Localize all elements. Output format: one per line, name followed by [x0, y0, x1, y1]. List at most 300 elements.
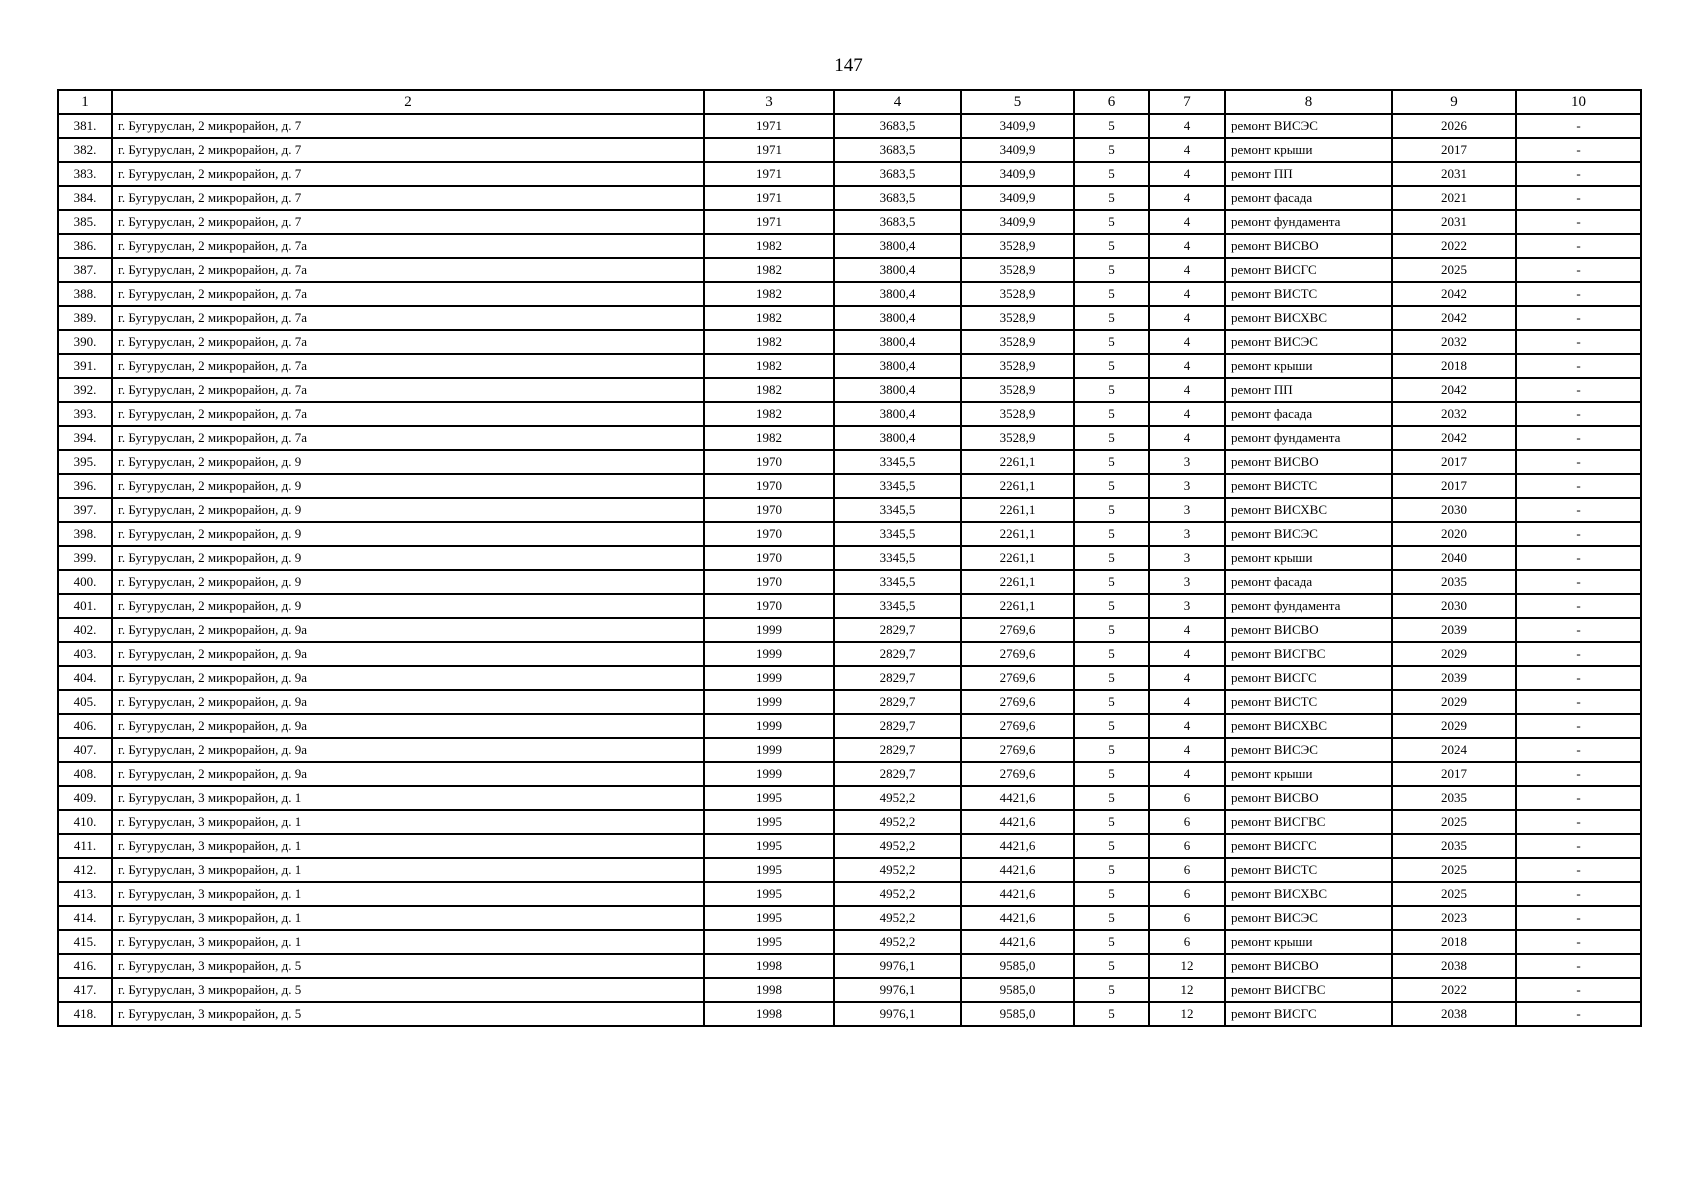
total-area-cell: 9976,1 [834, 978, 961, 1002]
year-cell: 1995 [704, 810, 834, 834]
column-header: 9 [1392, 90, 1516, 114]
living-area-cell: 3528,9 [961, 234, 1074, 258]
address-cell: г. Бугуруслан, 2 микрорайон, д. 7а [112, 282, 704, 306]
work-type-cell: ремонт фасада [1225, 402, 1392, 426]
address-cell: г. Бугуруслан, 3 микрорайон, д. 5 [112, 1002, 704, 1026]
work-type-cell: ремонт ПП [1225, 378, 1392, 402]
work-type-cell: ремонт ВИСТС [1225, 858, 1392, 882]
floors-cell: 5 [1074, 978, 1149, 1002]
column-header: 2 [112, 90, 704, 114]
total-area-cell: 4952,2 [834, 810, 961, 834]
floors-cell: 5 [1074, 114, 1149, 138]
row-number-cell: 400. [58, 570, 112, 594]
table-row [58, 234, 1641, 258]
planned-year-cell: 2039 [1392, 666, 1516, 690]
work-type-cell: ремонт фундамента [1225, 210, 1392, 234]
entrances-cell: 4 [1149, 762, 1225, 786]
living-area-cell: 9585,0 [961, 978, 1074, 1002]
address-cell: г. Бугуруслан, 2 микрорайон, д. 9а [112, 666, 704, 690]
living-area-cell: 4421,6 [961, 834, 1074, 858]
total-area-cell: 3800,4 [834, 306, 961, 330]
table-row [58, 690, 1641, 714]
floors-cell: 5 [1074, 594, 1149, 618]
work-type-cell: ремонт ВИСВО [1225, 618, 1392, 642]
row-number-cell: 417. [58, 978, 112, 1002]
row-number-cell: 383. [58, 162, 112, 186]
entrances-cell: 6 [1149, 810, 1225, 834]
total-area-cell: 2829,7 [834, 738, 961, 762]
note-cell: - [1516, 954, 1641, 978]
floors-cell: 5 [1074, 1002, 1149, 1026]
address-cell: г. Бугуруслан, 2 микрорайон, д. 7а [112, 306, 704, 330]
planned-year-cell: 2024 [1392, 738, 1516, 762]
note-cell: - [1516, 330, 1641, 354]
note-cell: - [1516, 474, 1641, 498]
planned-year-cell: 2032 [1392, 330, 1516, 354]
living-area-cell: 4421,6 [961, 858, 1074, 882]
living-area-cell: 4421,6 [961, 810, 1074, 834]
note-cell: - [1516, 546, 1641, 570]
row-number-cell: 410. [58, 810, 112, 834]
floors-cell: 5 [1074, 810, 1149, 834]
note-cell: - [1516, 738, 1641, 762]
note-cell: - [1516, 498, 1641, 522]
entrances-cell: 4 [1149, 330, 1225, 354]
planned-year-cell: 2042 [1392, 306, 1516, 330]
living-area-cell: 3528,9 [961, 282, 1074, 306]
table-row [58, 330, 1641, 354]
planned-year-cell: 2038 [1392, 1002, 1516, 1026]
living-area-cell: 3528,9 [961, 354, 1074, 378]
floors-cell: 5 [1074, 162, 1149, 186]
total-area-cell: 4952,2 [834, 786, 961, 810]
living-area-cell: 3528,9 [961, 330, 1074, 354]
address-cell: г. Бугуруслан, 3 микрорайон, д. 5 [112, 954, 704, 978]
work-type-cell: ремонт фундамента [1225, 426, 1392, 450]
year-cell: 1999 [704, 738, 834, 762]
floors-cell: 5 [1074, 738, 1149, 762]
floors-cell: 5 [1074, 546, 1149, 570]
note-cell: - [1516, 402, 1641, 426]
entrances-cell: 4 [1149, 282, 1225, 306]
total-area-cell: 4952,2 [834, 930, 961, 954]
entrances-cell: 6 [1149, 786, 1225, 810]
row-number-cell: 411. [58, 834, 112, 858]
living-area-cell: 3409,9 [961, 138, 1074, 162]
planned-year-cell: 2022 [1392, 978, 1516, 1002]
floors-cell: 5 [1074, 786, 1149, 810]
planned-year-cell: 2017 [1392, 138, 1516, 162]
planned-year-cell: 2042 [1392, 282, 1516, 306]
total-area-cell: 2829,7 [834, 690, 961, 714]
planned-year-cell: 2026 [1392, 114, 1516, 138]
table-row [58, 210, 1641, 234]
planned-year-cell: 2042 [1392, 426, 1516, 450]
row-number-cell: 393. [58, 402, 112, 426]
address-cell: г. Бугуруслан, 2 микрорайон, д. 7 [112, 210, 704, 234]
address-cell: г. Бугуруслан, 2 микрорайон, д. 7а [112, 426, 704, 450]
year-cell: 1998 [704, 978, 834, 1002]
year-cell: 1995 [704, 882, 834, 906]
address-cell: г. Бугуруслан, 2 микрорайон, д. 9а [112, 618, 704, 642]
note-cell: - [1516, 786, 1641, 810]
work-type-cell: ремонт крыши [1225, 762, 1392, 786]
planned-year-cell: 2031 [1392, 162, 1516, 186]
living-area-cell: 3409,9 [961, 210, 1074, 234]
total-area-cell: 3345,5 [834, 522, 961, 546]
work-type-cell: ремонт ВИСГС [1225, 1002, 1392, 1026]
work-type-cell: ремонт ВИСГВС [1225, 810, 1392, 834]
row-number-cell: 382. [58, 138, 112, 162]
year-cell: 1971 [704, 162, 834, 186]
work-type-cell: ремонт ВИСТС [1225, 474, 1392, 498]
address-cell: г. Бугуруслан, 2 микрорайон, д. 7 [112, 186, 704, 210]
living-area-cell: 4421,6 [961, 882, 1074, 906]
entrances-cell: 3 [1149, 474, 1225, 498]
living-area-cell: 2769,6 [961, 618, 1074, 642]
address-cell: г. Бугуруслан, 2 микрорайон, д. 9а [112, 690, 704, 714]
note-cell: - [1516, 522, 1641, 546]
row-number-cell: 397. [58, 498, 112, 522]
year-cell: 1995 [704, 906, 834, 930]
note-cell: - [1516, 186, 1641, 210]
floors-cell: 5 [1074, 378, 1149, 402]
total-area-cell: 4952,2 [834, 834, 961, 858]
year-cell: 1999 [704, 714, 834, 738]
total-area-cell: 3345,5 [834, 546, 961, 570]
note-cell: - [1516, 450, 1641, 474]
total-area-cell: 4952,2 [834, 882, 961, 906]
floors-cell: 5 [1074, 402, 1149, 426]
total-area-cell: 3683,5 [834, 162, 961, 186]
table-row [58, 930, 1641, 954]
table-row [58, 402, 1641, 426]
table-row [58, 354, 1641, 378]
entrances-cell: 4 [1149, 666, 1225, 690]
floors-cell: 5 [1074, 642, 1149, 666]
note-cell: - [1516, 762, 1641, 786]
work-type-cell: ремонт ВИСХВС [1225, 306, 1392, 330]
table-row [58, 810, 1641, 834]
planned-year-cell: 2032 [1392, 402, 1516, 426]
work-type-cell: ремонт ВИСЭС [1225, 522, 1392, 546]
floors-cell: 5 [1074, 714, 1149, 738]
repair-schedule-table [57, 89, 1642, 1027]
address-cell: г. Бугуруслан, 2 микрорайон, д. 9 [112, 522, 704, 546]
total-area-cell: 3345,5 [834, 450, 961, 474]
work-type-cell: ремонт ВИСВО [1225, 954, 1392, 978]
living-area-cell: 3528,9 [961, 258, 1074, 282]
planned-year-cell: 2035 [1392, 786, 1516, 810]
planned-year-cell: 2029 [1392, 690, 1516, 714]
row-number-cell: 396. [58, 474, 112, 498]
floors-cell: 5 [1074, 570, 1149, 594]
row-number-cell: 390. [58, 330, 112, 354]
year-cell: 1995 [704, 930, 834, 954]
total-area-cell: 3683,5 [834, 138, 961, 162]
entrances-cell: 4 [1149, 714, 1225, 738]
floors-cell: 5 [1074, 330, 1149, 354]
address-cell: г. Бугуруслан, 2 микрорайон, д. 9 [112, 498, 704, 522]
year-cell: 1971 [704, 114, 834, 138]
entrances-cell: 3 [1149, 546, 1225, 570]
living-area-cell: 4421,6 [961, 786, 1074, 810]
table-row [58, 450, 1641, 474]
year-cell: 1970 [704, 450, 834, 474]
entrances-cell: 3 [1149, 498, 1225, 522]
work-type-cell: ремонт крыши [1225, 546, 1392, 570]
living-area-cell: 3409,9 [961, 186, 1074, 210]
floors-cell: 5 [1074, 618, 1149, 642]
table-row [58, 786, 1641, 810]
total-area-cell: 2829,7 [834, 762, 961, 786]
year-cell: 1995 [704, 786, 834, 810]
row-number-cell: 392. [58, 378, 112, 402]
living-area-cell: 2261,1 [961, 498, 1074, 522]
total-area-cell: 3683,5 [834, 210, 961, 234]
note-cell: - [1516, 426, 1641, 450]
living-area-cell: 2769,6 [961, 738, 1074, 762]
planned-year-cell: 2017 [1392, 474, 1516, 498]
address-cell: г. Бугуруслан, 3 микрорайон, д. 1 [112, 906, 704, 930]
table-row [58, 858, 1641, 882]
living-area-cell: 2261,1 [961, 594, 1074, 618]
address-cell: г. Бугуруслан, 2 микрорайон, д. 9а [112, 738, 704, 762]
row-number-cell: 414. [58, 906, 112, 930]
entrances-cell: 3 [1149, 570, 1225, 594]
note-cell: - [1516, 642, 1641, 666]
note-cell: - [1516, 162, 1641, 186]
total-area-cell: 9976,1 [834, 954, 961, 978]
entrances-cell: 3 [1149, 450, 1225, 474]
address-cell: г. Бугуруслан, 2 микрорайон, д. 9 [112, 570, 704, 594]
floors-cell: 5 [1074, 210, 1149, 234]
work-type-cell: ремонт ВИСГС [1225, 258, 1392, 282]
entrances-cell: 4 [1149, 114, 1225, 138]
table-row [58, 498, 1641, 522]
table-row [58, 162, 1641, 186]
note-cell: - [1516, 810, 1641, 834]
planned-year-cell: 2030 [1392, 594, 1516, 618]
entrances-cell: 6 [1149, 906, 1225, 930]
entrances-cell: 4 [1149, 162, 1225, 186]
row-number-cell: 409. [58, 786, 112, 810]
total-area-cell: 3800,4 [834, 282, 961, 306]
year-cell: 1982 [704, 378, 834, 402]
floors-cell: 5 [1074, 186, 1149, 210]
row-number-cell: 413. [58, 882, 112, 906]
address-cell: г. Бугуруслан, 2 микрорайон, д. 7а [112, 354, 704, 378]
column-header: 8 [1225, 90, 1392, 114]
year-cell: 1970 [704, 522, 834, 546]
floors-cell: 5 [1074, 234, 1149, 258]
living-area-cell: 4421,6 [961, 906, 1074, 930]
table-row [58, 738, 1641, 762]
table-row [58, 882, 1641, 906]
address-cell: г. Бугуруслан, 2 микрорайон, д. 7а [112, 402, 704, 426]
floors-cell: 5 [1074, 138, 1149, 162]
year-cell: 1999 [704, 666, 834, 690]
column-header: 4 [834, 90, 961, 114]
entrances-cell: 4 [1149, 138, 1225, 162]
row-number-cell: 398. [58, 522, 112, 546]
note-cell: - [1516, 930, 1641, 954]
living-area-cell: 3409,9 [961, 114, 1074, 138]
floors-cell: 5 [1074, 354, 1149, 378]
work-type-cell: ремонт крыши [1225, 138, 1392, 162]
entrances-cell: 4 [1149, 258, 1225, 282]
column-header: 1 [58, 90, 112, 114]
floors-cell: 5 [1074, 834, 1149, 858]
total-area-cell: 3800,4 [834, 234, 961, 258]
total-area-cell: 3345,5 [834, 498, 961, 522]
column-header: 3 [704, 90, 834, 114]
work-type-cell: ремонт ВИСГС [1225, 834, 1392, 858]
table-row [58, 426, 1641, 450]
entrances-cell: 4 [1149, 618, 1225, 642]
total-area-cell: 3345,5 [834, 570, 961, 594]
floors-cell: 5 [1074, 522, 1149, 546]
work-type-cell: ремонт фасада [1225, 186, 1392, 210]
floors-cell: 5 [1074, 762, 1149, 786]
living-area-cell: 3528,9 [961, 378, 1074, 402]
living-area-cell: 3528,9 [961, 306, 1074, 330]
table-row [58, 906, 1641, 930]
note-cell: - [1516, 306, 1641, 330]
note-cell: - [1516, 618, 1641, 642]
table-row [58, 762, 1641, 786]
living-area-cell: 2261,1 [961, 570, 1074, 594]
row-number-cell: 405. [58, 690, 112, 714]
column-header: 5 [961, 90, 1074, 114]
total-area-cell: 3800,4 [834, 378, 961, 402]
planned-year-cell: 2042 [1392, 378, 1516, 402]
planned-year-cell: 2018 [1392, 354, 1516, 378]
table-row [58, 618, 1641, 642]
column-header: 10 [1516, 90, 1641, 114]
entrances-cell: 4 [1149, 354, 1225, 378]
floors-cell: 5 [1074, 474, 1149, 498]
address-cell: г. Бугуруслан, 3 микрорайон, д. 5 [112, 978, 704, 1002]
floors-cell: 5 [1074, 258, 1149, 282]
address-cell: г. Бугуруслан, 2 микрорайон, д. 7а [112, 378, 704, 402]
total-area-cell: 3800,4 [834, 426, 961, 450]
work-type-cell: ремонт ПП [1225, 162, 1392, 186]
address-cell: г. Бугуруслан, 2 микрорайон, д. 9 [112, 450, 704, 474]
total-area-cell: 4952,2 [834, 906, 961, 930]
note-cell: - [1516, 234, 1641, 258]
row-number-cell: 404. [58, 666, 112, 690]
living-area-cell: 2769,6 [961, 762, 1074, 786]
year-cell: 1998 [704, 954, 834, 978]
work-type-cell: ремонт крыши [1225, 930, 1392, 954]
planned-year-cell: 2018 [1392, 930, 1516, 954]
floors-cell: 5 [1074, 930, 1149, 954]
table-row [58, 474, 1641, 498]
note-cell: - [1516, 1002, 1641, 1026]
table-row [58, 978, 1641, 1002]
work-type-cell: ремонт ВИСЭС [1225, 738, 1392, 762]
row-number-cell: 399. [58, 546, 112, 570]
note-cell: - [1516, 882, 1641, 906]
total-area-cell: 3345,5 [834, 474, 961, 498]
total-area-cell: 2829,7 [834, 666, 961, 690]
year-cell: 1970 [704, 594, 834, 618]
planned-year-cell: 2025 [1392, 858, 1516, 882]
row-number-cell: 391. [58, 354, 112, 378]
total-area-cell: 2829,7 [834, 714, 961, 738]
entrances-cell: 4 [1149, 690, 1225, 714]
entrances-cell: 12 [1149, 954, 1225, 978]
row-number-cell: 408. [58, 762, 112, 786]
note-cell: - [1516, 690, 1641, 714]
planned-year-cell: 2029 [1392, 714, 1516, 738]
planned-year-cell: 2031 [1392, 210, 1516, 234]
year-cell: 1982 [704, 426, 834, 450]
planned-year-cell: 2021 [1392, 186, 1516, 210]
floors-cell: 5 [1074, 690, 1149, 714]
entrances-cell: 12 [1149, 978, 1225, 1002]
work-type-cell: ремонт ВИСВО [1225, 786, 1392, 810]
year-cell: 1970 [704, 546, 834, 570]
note-cell: - [1516, 594, 1641, 618]
living-area-cell: 2261,1 [961, 450, 1074, 474]
note-cell: - [1516, 258, 1641, 282]
planned-year-cell: 2029 [1392, 642, 1516, 666]
column-header: 6 [1074, 90, 1149, 114]
note-cell: - [1516, 570, 1641, 594]
table-row [58, 546, 1641, 570]
table-row [58, 570, 1641, 594]
entrances-cell: 6 [1149, 858, 1225, 882]
address-cell: г. Бугуруслан, 2 микрорайон, д. 7а [112, 330, 704, 354]
planned-year-cell: 2020 [1392, 522, 1516, 546]
total-area-cell: 3800,4 [834, 402, 961, 426]
year-cell: 1999 [704, 762, 834, 786]
entrances-cell: 4 [1149, 402, 1225, 426]
address-cell: г. Бугуруслан, 3 микрорайон, д. 1 [112, 882, 704, 906]
table-row [58, 114, 1641, 138]
year-cell: 1982 [704, 354, 834, 378]
table-row [58, 378, 1641, 402]
work-type-cell: ремонт ВИСЭС [1225, 330, 1392, 354]
floors-cell: 5 [1074, 954, 1149, 978]
table-row [58, 714, 1641, 738]
entrances-cell: 4 [1149, 186, 1225, 210]
total-area-cell: 2829,7 [834, 642, 961, 666]
floors-cell: 5 [1074, 450, 1149, 474]
living-area-cell: 2261,1 [961, 546, 1074, 570]
row-number-cell: 388. [58, 282, 112, 306]
year-cell: 1982 [704, 282, 834, 306]
floors-cell: 5 [1074, 906, 1149, 930]
row-number-cell: 394. [58, 426, 112, 450]
total-area-cell: 2829,7 [834, 618, 961, 642]
row-number-cell: 386. [58, 234, 112, 258]
living-area-cell: 3528,9 [961, 426, 1074, 450]
table-header-row [58, 90, 1641, 114]
column-header: 7 [1149, 90, 1225, 114]
living-area-cell: 9585,0 [961, 954, 1074, 978]
planned-year-cell: 2035 [1392, 834, 1516, 858]
living-area-cell: 4421,6 [961, 930, 1074, 954]
living-area-cell: 3528,9 [961, 402, 1074, 426]
address-cell: г. Бугуруслан, 2 микрорайон, д. 9 [112, 474, 704, 498]
note-cell: - [1516, 906, 1641, 930]
planned-year-cell: 2023 [1392, 906, 1516, 930]
row-number-cell: 381. [58, 114, 112, 138]
note-cell: - [1516, 378, 1641, 402]
